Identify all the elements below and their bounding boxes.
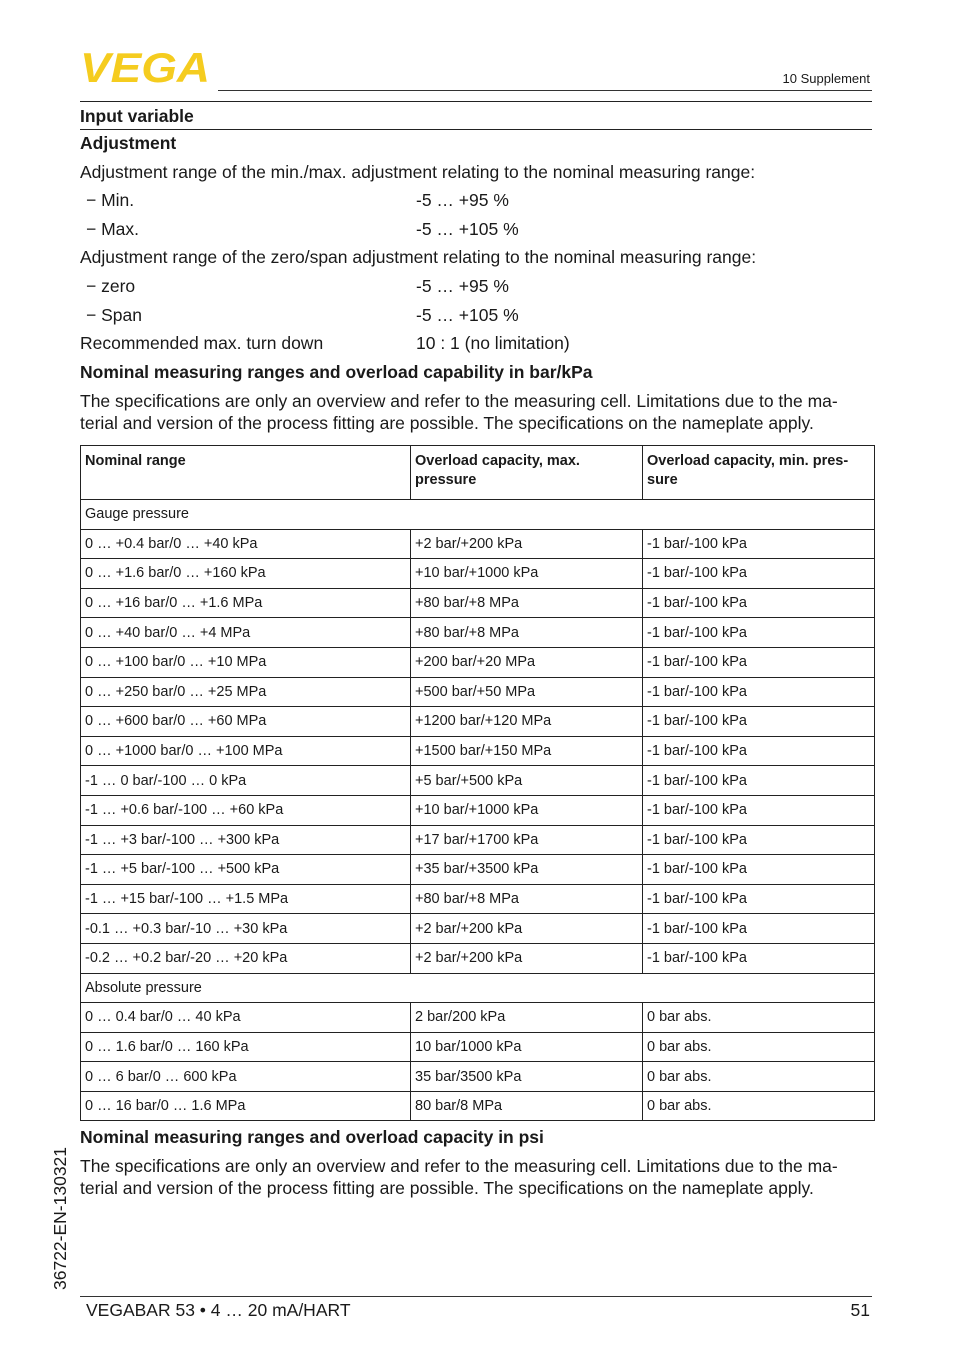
cell-overload-min: -1 bar/-100 kPa bbox=[643, 825, 875, 855]
cell-overload-min: -1 bar/-100 kPa bbox=[643, 588, 875, 618]
zero-value: -5 … +95 % bbox=[416, 276, 509, 296]
cell-overload-min: -1 bar/-100 kPa bbox=[643, 618, 875, 648]
header-overload-max: Overload capacity, max. pressure bbox=[411, 446, 643, 500]
cell-nominal-range: 0 … +0.4 bar/0 … +40 kPa bbox=[81, 529, 411, 559]
span-label: − Span bbox=[86, 305, 142, 325]
cell-overload-min: 0 bar abs. bbox=[643, 1003, 875, 1033]
turndown-label: Recommended max. turn down bbox=[80, 333, 324, 353]
zerospan-intro: Adjustment range of the zero/span adjustment relating to the nominal measuring range: bbox=[80, 247, 757, 267]
bar-section-heading: Nominal measuring ranges and overload capability in bar/kPa bbox=[80, 362, 593, 382]
table-row bbox=[81, 529, 875, 559]
cell-overload-min: -1 bar/-100 kPa bbox=[643, 707, 875, 737]
table-row bbox=[81, 618, 875, 648]
cell-overload-min: -1 bar/-100 kPa bbox=[643, 677, 875, 707]
cell-overload-max: +80 bar/+8 MPa bbox=[411, 618, 643, 648]
cell-nominal-range: 0 … +1.6 bar/0 … +160 kPa bbox=[81, 559, 411, 589]
max-label: − Max. bbox=[86, 219, 140, 239]
table-row bbox=[81, 707, 875, 737]
cell-overload-min: 0 bar abs. bbox=[643, 1062, 875, 1092]
document-id: 36722-EN-130321 bbox=[50, 1146, 70, 1290]
cell-nominal-range: 0 … +16 bar/0 … +1.6 MPa bbox=[81, 588, 411, 618]
cell-overload-min: -1 bar/-100 kPa bbox=[643, 855, 875, 885]
table-row bbox=[81, 1062, 875, 1092]
cell-nominal-range: 0 … +40 bar/0 … +4 MPa bbox=[81, 618, 411, 648]
cell-overload-max: 10 bar/1000 kPa bbox=[411, 1032, 643, 1062]
cell-overload-max: 2 bar/200 kPa bbox=[411, 1003, 643, 1033]
table-row bbox=[81, 943, 875, 973]
paragraph-line: The specifications are only an overview and refer to the measuring cell. Limitations due to the ma- bbox=[80, 391, 838, 411]
footer-product: VEGABAR 53 • 4 … 20 mA/HART bbox=[86, 1300, 351, 1320]
absolute-pressure-label: Absolute pressure bbox=[81, 973, 875, 1003]
turndown-value: 10 : 1 (no limitation) bbox=[416, 333, 570, 353]
cell-overload-max: +10 bar/+1000 kPa bbox=[411, 559, 643, 589]
table-row bbox=[81, 1003, 875, 1033]
footer-rule bbox=[80, 1296, 872, 1297]
bar-section-paragraph bbox=[80, 390, 870, 434]
cell-overload-max: +17 bar/+1700 kPa bbox=[411, 825, 643, 855]
cell-overload-min: -1 bar/-100 kPa bbox=[643, 736, 875, 766]
table-row bbox=[81, 914, 875, 944]
table-row bbox=[81, 736, 875, 766]
cell-overload-max: +80 bar/+8 MPa bbox=[411, 884, 643, 914]
section-rule-bottom bbox=[80, 129, 872, 130]
paragraph-line: terial and version of the process fitting are possible. The specifications on the nameplate apply. bbox=[80, 413, 814, 433]
cell-overload-max: 35 bar/3500 kPa bbox=[411, 1062, 643, 1092]
cell-overload-max: +80 bar/+8 MPa bbox=[411, 588, 643, 618]
cell-overload-min: -1 bar/-100 kPa bbox=[643, 943, 875, 973]
max-value: -5 … +105 % bbox=[416, 219, 519, 239]
cell-overload-min: -1 bar/-100 kPa bbox=[643, 766, 875, 796]
adjustment-heading: Adjustment bbox=[80, 133, 177, 153]
cell-nominal-range: -1 … +0.6 bar/-100 … +60 kPa bbox=[81, 795, 411, 825]
cell-nominal-range: 0 … +600 bar/0 … +60 MPa bbox=[81, 707, 411, 737]
cell-nominal-range: -1 … +15 bar/-100 … +1.5 MPa bbox=[81, 884, 411, 914]
header-section-label: 10 Supplement bbox=[782, 71, 870, 86]
cell-overload-max: +2 bar/+200 kPa bbox=[411, 529, 643, 559]
psi-section-heading: Nominal measuring ranges and overload capacity in psi bbox=[80, 1127, 544, 1147]
table-row bbox=[81, 795, 875, 825]
table-row bbox=[81, 1091, 875, 1121]
gauge-pressure-label: Gauge pressure bbox=[81, 500, 875, 530]
table-group-row bbox=[81, 973, 875, 1003]
paragraph-line: terial and version of the process fitting are possible. The specifications on the nameplate apply. bbox=[80, 1178, 814, 1198]
cell-overload-max: +2 bar/+200 kPa bbox=[411, 914, 643, 944]
cell-overload-max: +200 bar/+20 MPa bbox=[411, 647, 643, 677]
overload-table bbox=[80, 445, 875, 1121]
cell-overload-min: 0 bar abs. bbox=[643, 1032, 875, 1062]
cell-nominal-range: 0 … 1.6 bar/0 … 160 kPa bbox=[81, 1032, 411, 1062]
table-row bbox=[81, 855, 875, 885]
cell-overload-min: -1 bar/-100 kPa bbox=[643, 647, 875, 677]
cell-overload-min: -1 bar/-100 kPa bbox=[643, 529, 875, 559]
cell-overload-max: +5 bar/+500 kPa bbox=[411, 766, 643, 796]
table-row bbox=[81, 825, 875, 855]
cell-overload-min: -1 bar/-100 kPa bbox=[643, 884, 875, 914]
page-number: 51 bbox=[850, 1300, 870, 1320]
cell-overload-max: +1200 bar/+120 MPa bbox=[411, 707, 643, 737]
minmax-intro: Adjustment range of the min./max. adjustment relating to the nominal measuring range: bbox=[80, 162, 756, 182]
cell-overload-max: +10 bar/+1000 kPa bbox=[411, 795, 643, 825]
min-value: -5 … +95 % bbox=[416, 190, 509, 210]
logo-text: VEGA bbox=[80, 50, 210, 84]
table-header-row bbox=[81, 446, 875, 500]
table-row bbox=[81, 677, 875, 707]
header-rule bbox=[218, 90, 872, 91]
table-row bbox=[81, 588, 875, 618]
cell-nominal-range: 0 … 0.4 bar/0 … 40 kPa bbox=[81, 1003, 411, 1033]
cell-overload-max: +35 bar/+3500 kPa bbox=[411, 855, 643, 885]
cell-nominal-range: -1 … +3 bar/-100 … +300 kPa bbox=[81, 825, 411, 855]
cell-nominal-range: 0 … +250 bar/0 … +25 MPa bbox=[81, 677, 411, 707]
cell-overload-min: 0 bar abs. bbox=[643, 1091, 875, 1121]
cell-overload-max: +500 bar/+50 MPa bbox=[411, 677, 643, 707]
cell-overload-max: 80 bar/8 MPa bbox=[411, 1091, 643, 1121]
table-row bbox=[81, 766, 875, 796]
table-row bbox=[81, 647, 875, 677]
psi-section-paragraph bbox=[80, 1155, 870, 1199]
cell-overload-min: -1 bar/-100 kPa bbox=[643, 795, 875, 825]
header-nominal-range: Nominal range bbox=[81, 446, 411, 500]
cell-overload-min: -1 bar/-100 kPa bbox=[643, 914, 875, 944]
cell-nominal-range: 0 … +1000 bar/0 … +100 MPa bbox=[81, 736, 411, 766]
table-row bbox=[81, 559, 875, 589]
vega-logo bbox=[80, 50, 212, 84]
cell-nominal-range: 0 … 6 bar/0 … 600 kPa bbox=[81, 1062, 411, 1092]
cell-nominal-range: -1 … 0 bar/-100 … 0 kPa bbox=[81, 766, 411, 796]
min-label: − Min. bbox=[86, 190, 135, 210]
span-value: -5 … +105 % bbox=[416, 305, 519, 325]
input-variable-heading: Input variable bbox=[80, 106, 194, 126]
cell-nominal-range: -1 … +5 bar/-100 … +500 kPa bbox=[81, 855, 411, 885]
header-overload-min: Overload capacity, min. pres- sure bbox=[643, 446, 875, 500]
table-row bbox=[81, 884, 875, 914]
paragraph-line: The specifications are only an overview and refer to the measuring cell. Limitations due to the ma- bbox=[80, 1156, 838, 1176]
table-group-row bbox=[81, 500, 875, 530]
cell-nominal-range: -0.2 … +0.2 bar/-20 … +20 kPa bbox=[81, 943, 411, 973]
table-row bbox=[81, 1032, 875, 1062]
section-rule-top bbox=[80, 101, 872, 102]
cell-nominal-range: -0.1 … +0.3 bar/-10 … +30 kPa bbox=[81, 914, 411, 944]
cell-overload-max: +2 bar/+200 kPa bbox=[411, 943, 643, 973]
cell-nominal-range: 0 … 16 bar/0 … 1.6 MPa bbox=[81, 1091, 411, 1121]
cell-nominal-range: 0 … +100 bar/0 … +10 MPa bbox=[81, 647, 411, 677]
cell-overload-max: +1500 bar/+150 MPa bbox=[411, 736, 643, 766]
zero-label: − zero bbox=[86, 276, 136, 296]
cell-overload-min: -1 bar/-100 kPa bbox=[643, 559, 875, 589]
